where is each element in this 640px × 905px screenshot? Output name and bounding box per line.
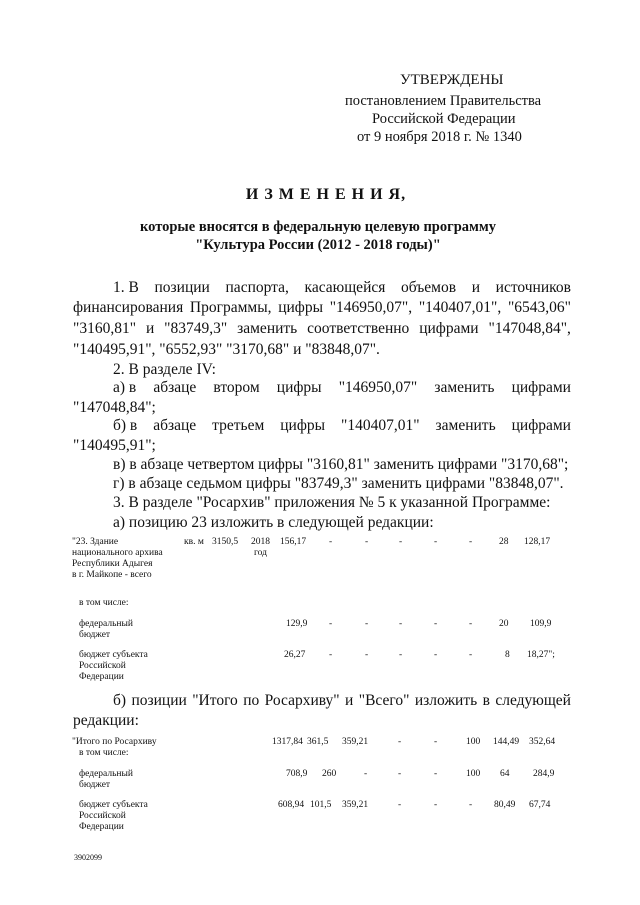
row-name-total [72, 737, 157, 759]
cell-dash: - [399, 650, 403, 660]
word: "Всего" [358, 692, 410, 709]
approval-date-number: от 9 ноября 2018 г. № 1340 [357, 129, 522, 145]
word: "146950,07" [338, 379, 418, 396]
cell-dash: - [469, 650, 473, 660]
document-subtitle-2: "Культура России (2012 - 2018 годы)" [195, 237, 441, 253]
word: финансирования [73, 299, 184, 316]
cell-value: 284,9 [533, 769, 555, 779]
approval-line-2: постановлением Правительства [345, 93, 542, 109]
word: соответственно [307, 320, 410, 337]
cell-value: 18,27"; [527, 650, 555, 660]
cell-line: "23. Здание [72, 537, 119, 547]
p2b-line-1 [113, 417, 571, 435]
cell-total: 156,17 [280, 537, 307, 547]
word: "140407,01", [418, 299, 502, 316]
p3a: а) позицию 23 изложить в следующей редакции: [113, 514, 434, 531]
word: абзаце [153, 379, 197, 396]
word: б) в [113, 417, 138, 434]
word: цифрами [511, 379, 571, 396]
p2b-line-2: "140495,91"; [73, 437, 156, 454]
p1-line-3 [73, 320, 571, 338]
word: цифры [280, 417, 326, 434]
cell-dash: - [434, 619, 438, 629]
cell-line: Российской [79, 661, 126, 671]
row-name-regional [79, 650, 148, 683]
p2d: г) в абзаце седьмом цифры "83749,3" заменить цифрами "83848,07". [113, 475, 564, 492]
word: в [482, 692, 490, 709]
cell-line: "Итого по Росархиву [72, 737, 157, 747]
word: паспорта, [225, 279, 289, 296]
cell-dash: - [329, 619, 333, 629]
cell-value: 64 [500, 769, 510, 779]
word: "147048,84", [488, 320, 571, 337]
cell-value: 359,21 [342, 800, 369, 810]
word: источников [495, 279, 571, 296]
cell-dash: - [434, 769, 438, 779]
p3b-line-1 [113, 692, 571, 710]
cell-reg-total: 26,27 [284, 650, 306, 660]
cell-dash: - [329, 650, 333, 660]
cell-value: 67,74 [529, 800, 551, 810]
p3-heading: 3. В разделе "Росархив" приложения № 5 к указанной Программе: [113, 494, 551, 511]
p2c: в) в абзаце четвертом цифры "3160,81" заменить цифрами "3170,68"; [113, 456, 569, 473]
word: втором [213, 379, 260, 396]
cell-value: 361,5 [307, 737, 329, 747]
cell-dash: - [434, 537, 438, 547]
cell-dash: - [469, 537, 473, 547]
p1-line-4: "140495,91", "6552,93" "3170,68" и "83848,07". [73, 341, 380, 358]
cell-dash: - [364, 769, 368, 779]
word: по [243, 692, 260, 709]
cell-incl: в том числе: [79, 598, 129, 608]
cell-line: бюджет [79, 780, 111, 790]
word: 1. В [113, 279, 139, 296]
word: а) в [113, 379, 137, 396]
word: касающейся [304, 279, 386, 296]
p2-heading: 2. В разделе IV: [113, 361, 216, 378]
document-title: И З М Е Н Е Н И Я, [245, 186, 407, 203]
cell-unit: кв. м [184, 537, 204, 547]
cell-line: бюджет субъекта [79, 650, 148, 660]
cell-dash: - [365, 619, 369, 629]
approval-line-3: Российской Федерации [372, 111, 516, 127]
word: заменить [435, 417, 496, 434]
cell-dash: - [398, 737, 402, 747]
cell-dash: - [434, 800, 438, 810]
cell-line: в том числе: [79, 748, 129, 758]
cell-line: Российской [79, 811, 126, 821]
row-name-federal [79, 619, 133, 641]
word: цифры [276, 379, 322, 396]
cell-capacity: 3150,5 [212, 537, 239, 547]
cell-value: 80,49 [494, 800, 516, 810]
word: абзаце [153, 417, 197, 434]
cell-dash: - [398, 800, 402, 810]
cell-dash: - [469, 800, 473, 810]
cell-dash: - [399, 537, 403, 547]
word: позиции [131, 692, 187, 709]
cell-value: 100 [466, 737, 481, 747]
document-subtitle-1: которые вносятся в федеральную целевую программу [139, 219, 497, 235]
word: "Итого [192, 692, 238, 709]
cell-value: 608,94 [278, 800, 305, 810]
cell-dash: - [434, 650, 438, 660]
cell-dash: - [399, 619, 403, 629]
cell-line: Федерации [79, 822, 124, 832]
word: следующей [495, 692, 571, 709]
cell-dash: - [365, 537, 369, 547]
word: и [145, 320, 155, 337]
cell-year [251, 537, 270, 559]
row-name-regional [79, 800, 148, 833]
cell-line: Республики Адыгея [72, 559, 153, 569]
cell-value: 101,5 [310, 800, 332, 810]
p1-line-2 [73, 299, 571, 317]
row-name-federal [79, 769, 133, 791]
cell-dash: - [365, 650, 369, 660]
cell-value: 8 [505, 650, 510, 660]
word: б) [113, 692, 127, 709]
word: и [345, 692, 354, 709]
word: цифрами [511, 417, 571, 434]
word: цифры [278, 299, 324, 316]
word: "83749,3" [164, 320, 228, 337]
word: изложить [414, 692, 478, 709]
word: "146950,07", [329, 299, 413, 316]
p1-line-1 [113, 279, 571, 297]
document-code: 3902099 [74, 853, 102, 862]
word: "3160,81" [73, 320, 137, 337]
cell-value: 128,17 [524, 537, 551, 547]
cell-fed-total: 129,9 [286, 619, 308, 629]
approval-title: УТВЕРЖДЕНЫ [400, 72, 504, 88]
cell-dash: - [434, 737, 438, 747]
p2a-line-1 [113, 379, 571, 397]
word: Программы, [189, 299, 272, 316]
word: объемов [401, 279, 457, 296]
cell-value: 28 [499, 537, 509, 547]
word: третьем [212, 417, 265, 434]
cell-value: 100 [466, 769, 481, 779]
cell-line: 2018 [251, 537, 270, 547]
cell-dash: - [398, 769, 402, 779]
word: позиции [154, 279, 210, 296]
cell-dash: - [329, 537, 333, 547]
cell-dash: - [469, 619, 473, 629]
word: "140407,01" [341, 417, 420, 434]
cell-line: национального архива [72, 548, 163, 558]
cell-value: 109,9 [530, 619, 552, 629]
row-name-position-23 [72, 537, 163, 581]
word: цифрами [419, 320, 479, 337]
cell-value: 359,21 [342, 737, 369, 747]
word: и [471, 279, 481, 296]
cell-value: 144,49 [493, 737, 520, 747]
cell-line: федеральный [79, 769, 133, 779]
cell-line: Федерации [79, 672, 124, 682]
cell-line: бюджет субъекта [79, 800, 148, 810]
cell-line: бюджет [79, 630, 111, 640]
cell-value: 260 [322, 769, 337, 779]
p3b-line-2: редакции: [73, 712, 139, 729]
word: "6543,06" [507, 299, 571, 316]
cell-line: федеральный [79, 619, 133, 629]
cell-value: 20 [499, 619, 509, 629]
cell-value: 352,64 [529, 737, 556, 747]
cell-value: 1317,84 [272, 737, 303, 747]
word: заменить [237, 320, 298, 337]
p2a-line-2: "147048,84"; [73, 399, 156, 416]
cell-line: в г. Майкопе - всего [72, 570, 152, 580]
cell-value: 708,9 [286, 769, 308, 779]
word: заменить [434, 379, 495, 396]
word: Росархиву" [264, 692, 340, 709]
cell-line: год [254, 548, 267, 558]
